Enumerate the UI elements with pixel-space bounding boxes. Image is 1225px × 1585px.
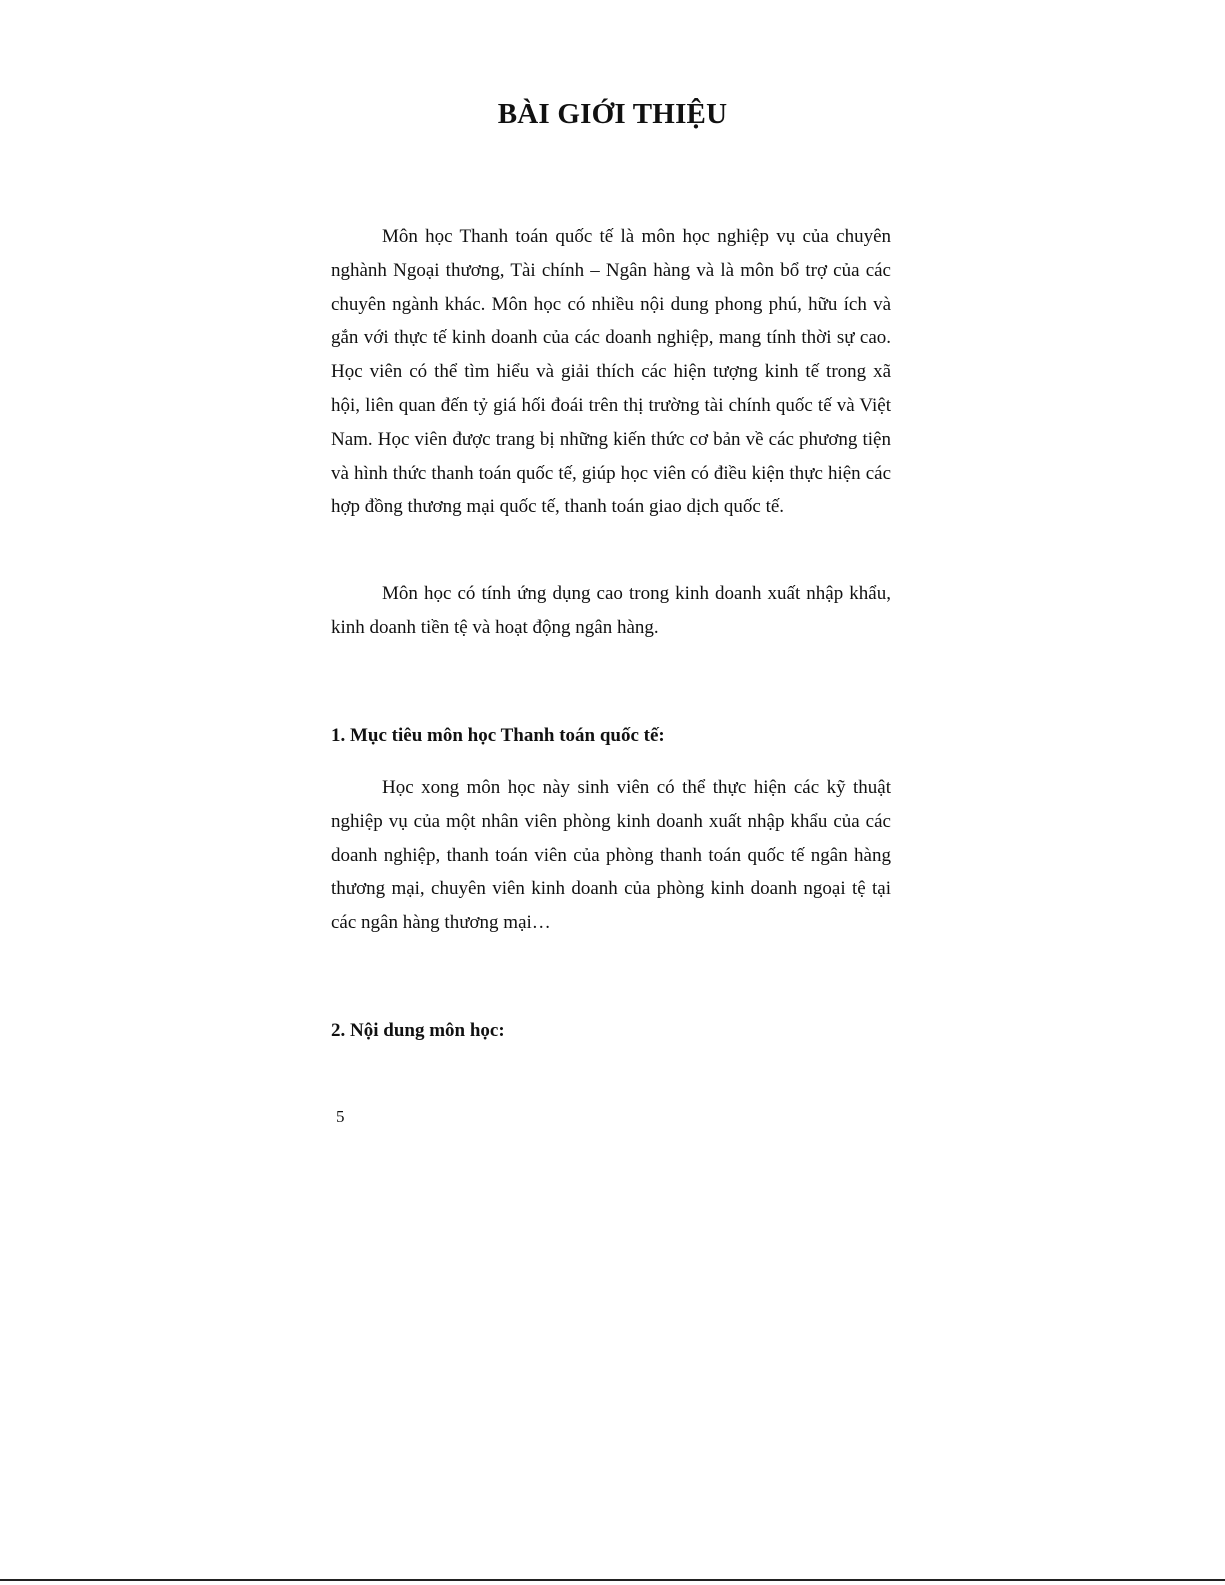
intro-paragraph-2: Môn học có tính ứng dụng cao trong kinh doanh xuất nhập khẩu, kinh doanh tiền tệ và hoạt động ngân hàng. <box>331 583 891 638</box>
intro-paragraph-1: Môn học Thanh toán quốc tế là môn học nghiệp vụ của chuyên nghành Ngoại thương, Tài chính – Ngân hàng và là môn bổ trợ của các chuyên ngành khác. Môn học có nhiều nội dung phong phú, hữu ích và gắn với thực tế kinh doanh của các doanh nghiệp, mang tính thời sự cao. Học viên có thể tìm hiểu và giải thích các hiện tượng kinh tế trong xã hội, liên quan đến tỷ giá hối đoái trên thị trường tài chính quốc tế và Việt Nam. Học viên được trang bị những kiến thức cơ bản về các phương tiện và hình thức thanh toán quốc tế, giúp học viên có điều kiện thực hiện các hợp đồng thương mại quốc tế, thanh toán giao dịch quốc tế. <box>331 226 891 518</box>
section-heading-objectives: 1. Mục tiêu môn học Thanh toán quốc tế: <box>331 725 665 746</box>
section-heading-content: 2. Nội dung môn học: <box>331 1020 505 1041</box>
section-body-objectives: Học xong môn học này sinh viên có thể thực hiện các kỹ thuật nghiệp vụ của một nhân viên phòng kinh doanh xuất nhập khẩu của các doanh nghiệp, thanh toán viên của phòng thanh toán quốc tế ngân hàng thương mại, chuyên viên kinh doanh của phòng kinh doanh ngoại tệ tại các ngân hàng thương mại… <box>331 777 891 934</box>
page-number: 5 <box>336 1107 345 1126</box>
page-bottom-rule <box>0 1579 1225 1581</box>
page-title: BÀI GIỚI THIỆU <box>497 98 728 130</box>
